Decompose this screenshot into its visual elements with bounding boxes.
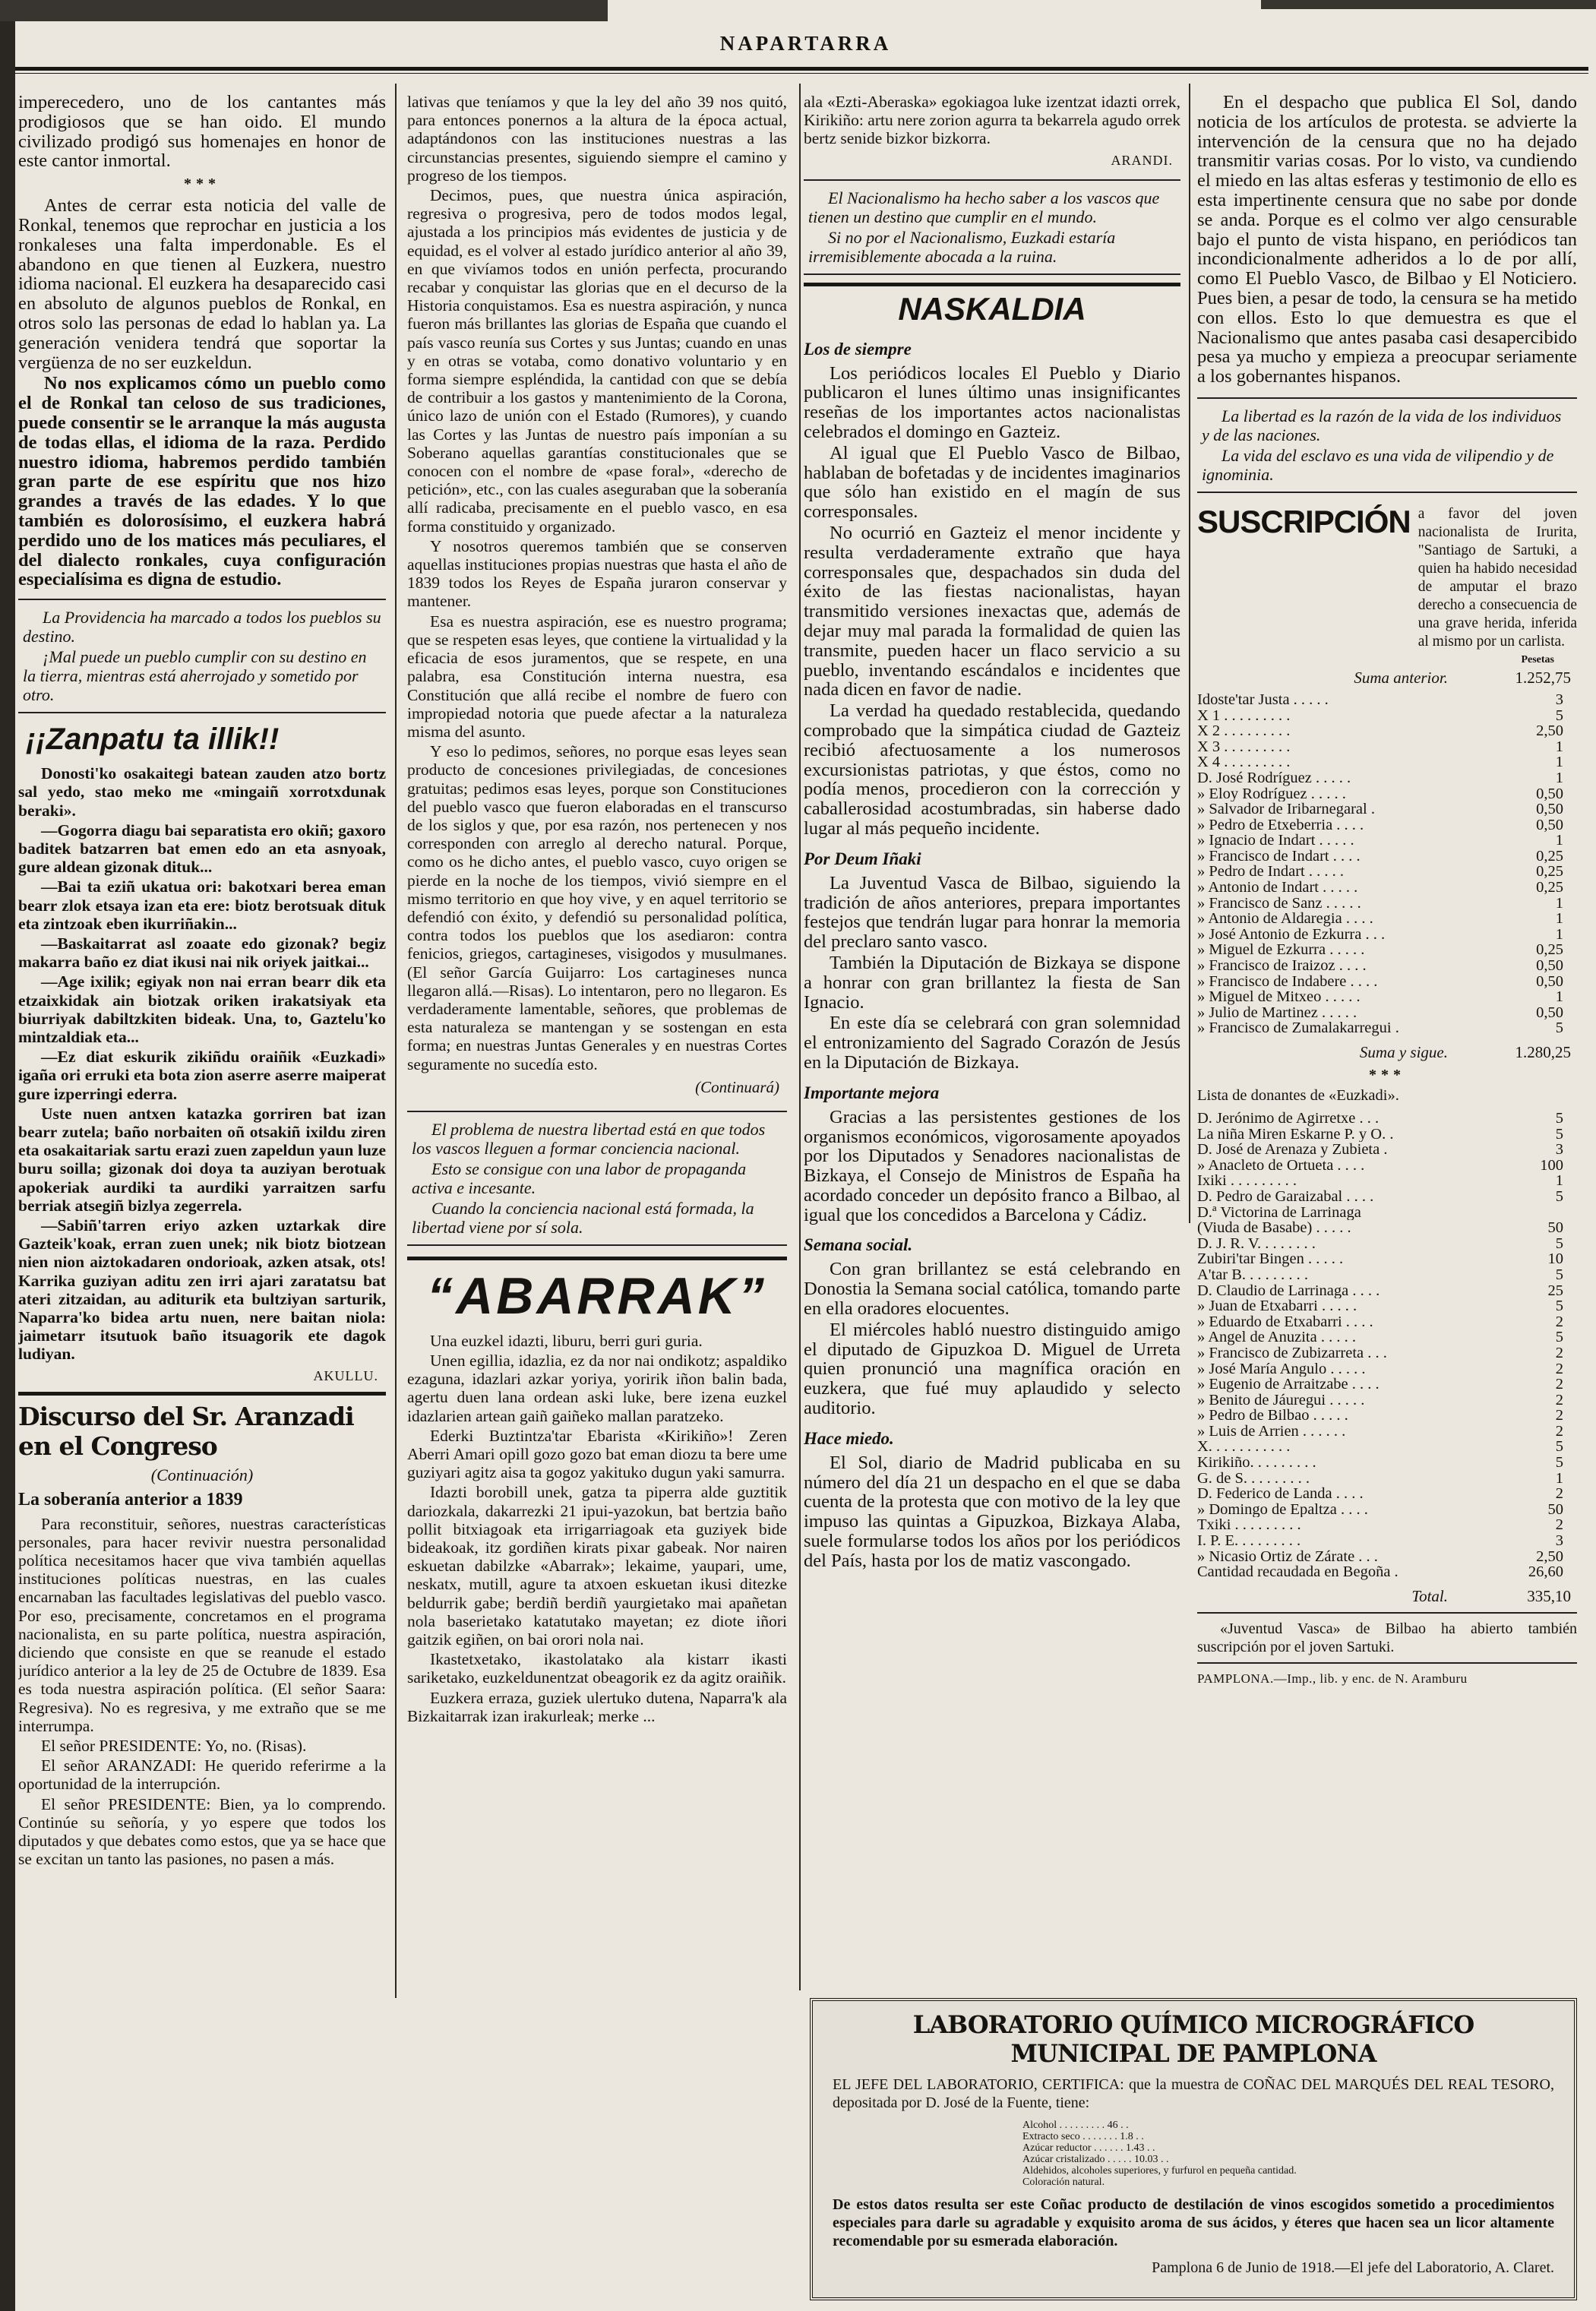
section-rule — [407, 1257, 787, 1260]
quote-text: La vida del esclavo es una vida de vilipendio y de ignominia. — [1202, 445, 1554, 484]
donor-name: » Pedro de Indart . . . . . — [1197, 864, 1344, 880]
news-heading: Semana social. — [804, 1235, 913, 1255]
donor-name: » Salvador de Iribarnegaral . — [1197, 801, 1375, 817]
ad-analysis-row: Aldehidos, alcoholes superiores, y furfurol en pequeña cantidad. — [1022, 2165, 1297, 2177]
article-paragraph: El señor PRESIDENTE: Yo, no. (Risas). — [41, 1737, 307, 1756]
masthead: NAPARTARRA — [719, 32, 892, 55]
donor-amount: 0,50 — [1536, 972, 1563, 990]
donor-row — [1197, 1486, 1577, 1502]
article-title: “ABARRAK” — [427, 1266, 767, 1325]
ad-conclusion: De estos datos resulta ser este Coñac producto de destilación de vinos escogidos sometido a procedimientos especiales para darle su agradable y exquisito aroma de sus ácidos, y éteres que hacen sea un licor altamente recomendable por su esmerada elaboración. — [833, 2196, 1554, 2249]
donor-row — [1197, 1471, 1577, 1487]
article-paragraph: Idazti borobill unek, gatza ta piperra alde guztitik dariozkala, dakarrezki 21 ipui-yazokun, bat bertzia baño pollit bitxiagoak eta irrigarriagoak eta guziyek bide bideakoak, itz gordiñen kirats pixar gabeak. Nor nairen eskuetan dabilzke «Abarrak»; lekaime, yaupari, ume, neskatx, mutill, agure ta atxoen eskuetan ikusi ditezke beldurrik gabe; berdiñ berdiñ yaurgietako mai apañetan nola baserietako katatutako mayetan; ez diote iñori gaitzik egiñen, on bai orori nola nai. — [407, 1483, 787, 1649]
donor-list-sartuki — [1197, 692, 1577, 1036]
donor-amount: 0,25 — [1536, 863, 1563, 880]
news-heading: Hace miedo. — [804, 1428, 894, 1448]
donor-amount: 5 — [1555, 1454, 1563, 1472]
donor-name: » Eduardo de Etxabarri . . . . — [1197, 1314, 1373, 1330]
article-paragraph: Unen egillia, idazlia, ez da nor nai ondikotz; aspaldiko ezaguna, idazlari azkar yoriya, yoririk iñon balin bada, agertu duen lana ordean aski luke, bere izena euzkel idazlarien artean gaiñ gaiñeko mallan paratzeko. — [407, 1351, 787, 1425]
donor-row — [1197, 1283, 1577, 1299]
donor-name: » Luis de Arrien . . . . . . — [1197, 1423, 1346, 1440]
section-rule — [804, 283, 1180, 286]
donor-name: » Juan de Etxabarri . . . . . — [1197, 1298, 1357, 1314]
article-paragraph: —Gogorra diagu bai separatista ero okiñ; gaxoro baditek batzarren bat emen edo an eta asnyoak, gure aldean gizonak dituk... — [18, 820, 386, 877]
laboratory-advertisement — [810, 1998, 1577, 2300]
column-2 — [407, 93, 787, 2303]
carried-sum-label: Suma y sigue. — [1359, 1043, 1448, 1062]
donor-amount: 1 — [1555, 754, 1563, 771]
article-signature: ARANDI. — [1111, 152, 1173, 168]
subscription-header — [1197, 505, 1577, 651]
column-divider-2 — [799, 84, 801, 1990]
col2-paragraph: Esa es nuestra aspiración, ese es nuestro programa; que se respeten esas leyes, que contiene la virtualidad y la eficacia de esos juramentos, que se respete, en una palabra, esa Constitución interna nuestra, esa Constitución que allá recibe el nombre de fuero con impropiedad notoria que puede afectar a la naturaleza misma del asunto. — [407, 612, 787, 741]
donor-name: D.ª Victorina de Larrinaga — [1197, 1204, 1361, 1221]
carried-sum-row — [1197, 1042, 1577, 1062]
column-1 — [18, 93, 386, 2303]
quote-text: La Providencia ha marcado a todos los pueblos su destino. — [23, 608, 381, 647]
ad-date-signature: Pamplona 6 de Junio de 1918.—El jefe del Laboratorio, A. Claret. — [1152, 2259, 1554, 2276]
donor-amount: 1 — [1555, 894, 1563, 912]
col2-paragraph: Decimos, pues, que nuestra única aspiración, regresiva o progresiva, pero de todos modos legal, ajustada a los principios más evidentes de justicia y de equidad, es el volver al estado jurídico anterior al año 39, en que vivíamos todos en unión perfecta, procurando recabar y conquistar las glorias que en el decurso de la Historia conquistamos. Esa es nuestra aspiración, y nunca fueron más brillantes las glorias de España que cuando el país vasco reunía sus Cortes y sus Juntas; cuando en unas y en otras se votaba, como donativo voluntario y en forma siempre espléndida, la cantidad con que se debía de contribuir a los gastos y mantenimiento de la Corona, único lazo de unión con el Estado (Rumores), y cuando las Cortes y las Juntas de nuestro país imponían a su Soberano aquellas garantías constitucionales que se conocen con el nombre de «pase foral», «derecho de petición», etc., con las cuales aseguraban que la soberanía allí radicaba, precisamente en el pueblo vasco, en esa forma constituido y organizado. — [407, 186, 787, 536]
donor-row — [1197, 1267, 1577, 1283]
quote-box — [1197, 397, 1577, 493]
scan-edge-shadow — [0, 0, 15, 2311]
donor-name: » Francisco de Sanz . . . . . — [1197, 895, 1361, 912]
donor-amount: 5 — [1555, 1020, 1563, 1037]
donor-name: » Francisco de Zubizarreta . . . — [1197, 1345, 1387, 1361]
donor-amount: 0,50 — [1536, 957, 1563, 975]
donor-amount: 5 — [1555, 1266, 1563, 1283]
article-paragraph: —Baskaitarrat asl zoaate edo gizonak? begiz makarra baño ez diat ikusi nai nik oriyek jaitkai... — [18, 934, 386, 972]
donor-amount: 2 — [1555, 1360, 1563, 1377]
column-divider-3 — [1189, 84, 1190, 1223]
article-paragraph: Donosti'ko osakaitegi batean zauden atzo bortz sal yedo, stao meko me «mingaiñ xorrotxdunak beraki». — [18, 764, 386, 820]
donor-row — [1197, 1329, 1577, 1345]
ad-title: LABORATORIO QUÍMICO MICROGRÁFICO MUNICIPAL DE PAMPLONA — [912, 2010, 1474, 2068]
donor-name: » Francisco de Zumalakarregui . — [1197, 1020, 1399, 1037]
col2-paragraph: Y eso lo pedimos, señores, no porque esas leyes sean producto de concesiones privilegiadas, de concesiones gratuitas; pedimos esas leyes, porque son Constituciones del pueblo vasco que fueron elaboradas en el transcurso de los siglos y que, por esa razón, nos pertenecen y nos corresponden con arreglo al derecho natural. Porque, como os he dicho antes, el pueblo vasco, cuyo origen se pierde en la noche de los tiempos, vivió siempre en el mismo territorio en que hoy vive, y en aquel territorio se defendió con éxito, y defendió su personalidad política, contra todos los pueblos que los asediaron: contra fenicios, griegos, cartagineses, visigodos y musulmanes. (El señor García Guijarro: Los cartagineses nunca llegaron allá.—Risas). Lo intentaron, pero no llegaron. Es verdaderamente lamentable, señores, que problemas de esta naturaleza se mantengan y se sostengan en esta forma; en nuestras Juntas Generales y en nuestras Cortes seguramente no sucedía esto. — [407, 742, 787, 1073]
news-paragraph: Con gran brillantez se está celebrando en Donostia la Semana social católica, tomando parte en ella oradores elocuentes. — [804, 1259, 1180, 1320]
donor-amount: 5 — [1555, 1235, 1563, 1252]
donor-amount: 1 — [1555, 769, 1563, 786]
quote-text: ¡Mal puede un pueblo cumplir con su destino en la tierra, mientras está aherrojado y sometido por otro. — [23, 647, 367, 705]
donor-name: X. . . . . . . . . . . — [1197, 1439, 1291, 1456]
col4-paragraph: En el despacho que publica El Sol, dando noticia de los artículos de protesta. se advierte la intervención de la censura que no ha dejado transmitir varias cosas. Por lo visto, va cundiendo el miedo en las altas esferas y testimonio de ello es esta impertinente censura que no sabe por donde se anda. Porque es el colmo ver algo censurable bajo el punto de vista hispano, en periódicos tan incondicionalmente adheridos a lo de por allí, como El Pueblo Vasco, de Bilbao y El Noticiero. Pues bien, a pesar de todo, la censura se ha metido con ellos. Esto lo que demuestra es que el Nacionalismo que antes pasaba casi desapercibido pesa ya mucho y empieza a preocupar seriamente a los gobernantes hispanos. — [1197, 93, 1577, 387]
donor-row — [1197, 1173, 1577, 1189]
subscription-title: SUSCRIPCIÓN — [1197, 503, 1411, 539]
donor-amount: 3 — [1555, 1141, 1563, 1159]
donor-row — [1197, 1158, 1577, 1174]
donor-row — [1197, 989, 1577, 1005]
donor-row — [1197, 849, 1577, 865]
total-row — [1197, 1586, 1577, 1606]
donor-name: » José Antonio de Ezkurra . . . — [1197, 926, 1386, 943]
news-paragraph: El miércoles habló nuestro distinguido amigo el diputado de Gipuzkoa D. Miguel de Urreta quien pronunció una magnífica oración en euzkera, que fué muy aplaudido y selecto auditorio. — [804, 1319, 1180, 1419]
continued-note: (Continuará) — [695, 1077, 779, 1096]
section-separator: *** — [1369, 1067, 1405, 1084]
donor-amount: 5 — [1555, 1125, 1563, 1143]
donor-row — [1197, 864, 1577, 880]
donor-name: D. José de Arenaza y Zubieta . — [1197, 1142, 1388, 1158]
column-3 — [804, 93, 1180, 1984]
donor-name: » Pedro de Bilbao . . . . . — [1197, 1408, 1348, 1424]
donor-name: La niña Miren Eskarne P. y O. . — [1197, 1126, 1394, 1143]
donor-amount: 2,50 — [1536, 722, 1563, 740]
donor-row — [1197, 1455, 1577, 1471]
donor-amount: 5 — [1555, 1438, 1563, 1456]
article-paragraph: Uste nuen antxen katazka gorriren bat izan bearr zutela; baño norbaiten oñ otsakiñ ixildu ziren eta osakaitariak sartu erazi zuen zapeldun yaun luze buru soilla; gizonak doi doya ta auziyan berotuak apokeriak aurdiki ta aurdiki yarraitzen sarfu berriak atsegiñ bizlya zegerrela. — [18, 1104, 386, 1215]
donor-row — [1197, 1549, 1577, 1565]
quote-box — [407, 1111, 787, 1246]
news-paragraph: Gracias a las persistentes gestiones de los organismos económicos, vigorosamente apoyados por los Diputados y Senadores nacionalistas de Bizkaya, el Consejo de Ministros de España ha acordado conceder un depósito franco a Bilbao, al igual que los concedidos a Barcelona y Cádiz. — [804, 1106, 1180, 1225]
col1-paragraph: No nos explicamos cómo un pueblo como el de Ronkal tan celoso de sus tradiciones, puede consentir se le arranque la más augusta de todas ellas, el idioma de la raza. Perdido nuestro idioma, habremos perdido también gran parte de ese espíritu que nos hizo grandes a través de las edades. Y lo que también es dolorosísimo, el euzkera habrá perdido uno de los matices más peculiares, el del dialecto ronkales, cuya configuración especialísima es digna de estudio. — [18, 373, 386, 590]
quote-text: El Nacionalismo ha hecho saber a los vascos que tienen un destino que cumplir en el mundo. — [808, 188, 1160, 226]
news-paragraph: Al igual que El Pueblo Vasco de Bilbao, hablaban de bofetadas y de incidentes imaginarios que sólo han existido en el magín de sus corresponsales. — [804, 442, 1180, 523]
donor-row — [1197, 1439, 1577, 1455]
total-label: Total. — [1411, 1586, 1448, 1605]
section-rule — [18, 1392, 386, 1396]
donor-amount: 0,50 — [1536, 785, 1563, 802]
quote-text: Cuando la conciencia nacional está formada, la libertad viene por sí sola. — [412, 1198, 754, 1237]
article-paragraph: Para reconstituir, señores, nuestras características personales, para hacer revivir nuestra personalidad política necesitamos hacer que viva también aquellas instituciones políticas nuestras, en las cuales encarnaban las facultades legislativas del pueblo vasco. Por eso, precisamente, concretamos en el programa nacionalista, en su parte política, nuestra aspiración, diciendo que consiste en que se reanude el estado jurídico anterior a la ley de 25 de Octubre de 1839. Esa es toda nuestra aspiración política. (El señor Saara: Regresiva). No es regresiva, y me extraño que se me interrumpa. — [18, 1514, 386, 1735]
donor-amount: 5 — [1555, 1329, 1563, 1346]
column-divider-1 — [395, 84, 397, 1998]
donor-amount: 5 — [1555, 1110, 1563, 1127]
donor-amount: 1 — [1555, 832, 1563, 849]
news-heading: Importante mejora — [804, 1083, 940, 1102]
donor-amount: 3 — [1555, 1532, 1563, 1550]
donor-name: » Miguel de Ezkurra . . . . . — [1197, 942, 1365, 959]
donor-name: » Antonio de Aldaregia . . . . — [1197, 911, 1373, 927]
news-paragraph: El Sol, diario de Madrid publicaba en su número del día 21 un despacho en el que se daba cuenta de la protesta que con motivo de la ley que impuso las quintas a Gipuzkoa, Bizkaya Alaba, suele formularse todos los años por los periódicos del País, hasta por los de matiz vascongado. — [804, 1452, 1180, 1571]
donor-amount: 2,50 — [1536, 1548, 1563, 1565]
donor-row — [1197, 1424, 1577, 1440]
donor-row — [1197, 942, 1577, 958]
donor-name: » José María Angulo . . . . . — [1197, 1361, 1366, 1377]
article-paragraph: —Age ixilik; egiyak non nai erran bearr dik eta etzaixkidak ain biotzak oriken irakatsiyak eta biurriyak dabiltzkiten bideak. Una, to, Gaztelu'ko mintzaldiak eta... — [18, 972, 386, 1046]
donor-row — [1197, 1005, 1577, 1021]
donor-row — [1197, 1408, 1577, 1424]
donor-amount: 1 — [1555, 925, 1563, 943]
donor-row — [1197, 833, 1577, 849]
donor-amount: 2 — [1555, 1485, 1563, 1503]
donor-name: D. Jerónimo de Agirretxe . . . — [1197, 1111, 1380, 1127]
donor-name: D. J. R. V. . . . . . . . — [1197, 1235, 1316, 1252]
quote-text: Esto se consigue con una labor de propaganda activa e incesante. — [412, 1159, 747, 1197]
donor-name: X 3 . . . . . . . . . — [1197, 738, 1291, 755]
donor-name: » Anacleto de Ortueta . . . . — [1197, 1157, 1365, 1174]
donor-amount: 0,25 — [1536, 941, 1563, 959]
article-paragraph: Euzkera erraza, guziek ulertuko dutena, Naparra'k ala Bizkaitarrak izan irakurleak; merke ... — [407, 1688, 787, 1725]
donor-amount: 5 — [1555, 1187, 1563, 1205]
donor-amount: 0,50 — [1536, 1004, 1563, 1021]
article-signature: AKULLU. — [313, 1367, 378, 1383]
donor-name: Txiki . . . . . . . . . — [1197, 1517, 1301, 1534]
donor-name: D. Federico de Landa . . . . — [1197, 1486, 1364, 1502]
donor-name: X 2 . . . . . . . . . — [1197, 723, 1291, 739]
section-title: NASKALDIA — [898, 290, 1086, 327]
donor-name: Ixiki . . . . . . . . . — [1197, 1173, 1297, 1189]
donor-row — [1197, 1533, 1577, 1549]
previous-sum-row — [1197, 668, 1577, 688]
ad-analysis-row: Azúcar reductor . . . . . . 1.43 . . — [1022, 2142, 1155, 2154]
masthead-rule — [15, 67, 1588, 74]
news-paragraph: La verdad ha quedado restablecida, quedando comprobado que la simpática ciudad de Gazteiz recibió afectuosamente a los numerosos excursionistas patriotas, y que éstos, como no podía menos, procedieron con la corrección y caballerosidad acostumbradas, sin haberse dado lugar al más pequeño incidente. — [804, 700, 1180, 839]
article-paragraph: Ikastetxetako, ikastolatako ala kistarr ikasti sariketako, euzkeldunentzat obeagorik ez da agitz oraiñik. — [407, 1650, 787, 1687]
donor-amount: 1 — [1555, 988, 1563, 1006]
donor-name: Cantidad recaudada en Begoña . — [1197, 1564, 1398, 1580]
donor-name: » Eugenio de Arraitzabe . . . . — [1197, 1377, 1380, 1393]
donor-amount: 2 — [1555, 1422, 1563, 1440]
donor-row — [1197, 1377, 1577, 1393]
donor-row — [1197, 896, 1577, 912]
donor-row — [1197, 708, 1577, 724]
ad-analysis-row: Alcohol . . . . . . . . . 46 . . — [1022, 2120, 1129, 2131]
donor-amount: 26,60 — [1528, 1563, 1563, 1581]
quote-text: El problema de nuestra libertad está en que todos los vascos lleguen a formar conciencia nacional. — [412, 1119, 766, 1158]
donor-row — [1197, 974, 1577, 990]
donor-row — [1197, 1361, 1577, 1377]
donor-amount: 1 — [1555, 910, 1563, 928]
subscription-note: «Juventud Vasca» de Bilbao ha abierto también suscripción por el joven Sartuki. — [1197, 1620, 1577, 1656]
column-4 — [1197, 93, 1577, 1992]
donor-row — [1197, 723, 1577, 739]
donor-row — [1197, 1345, 1577, 1361]
donor-row — [1197, 1517, 1577, 1533]
donor-amount: 0,25 — [1536, 879, 1563, 896]
donor-name: X 4 . . . . . . . . . — [1197, 754, 1291, 770]
donor-amount: 2 — [1555, 1391, 1563, 1408]
news-paragraph: No ocurrió en Gazteiz el menor incidente y resulta verdaderamente extraño que haya corresponsales que, despachados sin duda del éxito de las fiestas nacionalistas, hayan transmitido versiones inexactas que, además de dejar muy mal parada la formalidad de quien las transmite, pueden hacer un flaco servicio a su pueblo, inventando escándalos e incidentes que nada dicen en favor de nadie. — [804, 522, 1180, 700]
donor-amount: 0,50 — [1536, 801, 1563, 818]
donor-name: Kirikiño. . . . . . . . . — [1197, 1455, 1316, 1471]
donor-name: G. de S. . . . . . . . . — [1197, 1470, 1310, 1487]
col2-paragraph: Y nosotros queremos también que se conserven aquellas instituciones propias nuestras que hasta el año de 1839 todos los Reyes de España juraron conservar y mantener. — [407, 536, 787, 611]
pesetas-label: Pesetas — [1521, 653, 1554, 665]
donor-row — [1197, 880, 1577, 896]
ad-analysis-row: Extracto seco . . . . . . . 1.8 . . — [1022, 2131, 1144, 2142]
donor-amount: 100 — [1540, 1156, 1563, 1174]
donor-name: » Eloy Rodríguez . . . . . — [1197, 786, 1346, 802]
article-paragraph: —Bai ta eziñ ukatua ori: bakotxari berea eman bearr zlok etsaya izan eta ere: biotz berotsuak dituk eta zintzoak eben ikurriñakin... — [18, 877, 386, 933]
donor-name: (Viuda de Basabe) . . . . . — [1197, 1220, 1351, 1236]
donor-list-euzkadi — [1197, 1111, 1577, 1580]
donor-name: » Julio de Martinez . . . . . — [1197, 1004, 1357, 1021]
article-paragraph: —Ez diat eskurik zikiñdu oraiñik «Euzkadi» igaña ori erruki eta bota zion aserre aserre maiperat gure izperringi ederra. — [18, 1048, 386, 1103]
donor-row — [1197, 739, 1577, 755]
donor-row — [1197, 1502, 1577, 1518]
donor-amount: 2 — [1555, 1516, 1563, 1534]
donor-row — [1197, 1298, 1577, 1314]
donor-name: A'tar B. . . . . . . . . — [1197, 1266, 1309, 1283]
donor-row — [1197, 1236, 1577, 1252]
news-paragraph: Los periódicos locales El Pueblo y Diario publicaron el lunes último unas insignificantes reseñas de los importantes actos nacionalistas celebrados el domingo en Gazteiz. — [804, 362, 1180, 442]
subscription-description: a favor del joven nacionalista de Irurita, "Santiago de Sartuki, a quien ha habido necesidad de amputar el brazo derecho a consecuencia de una grave herida, inferida al mismo por un carlista. — [1417, 505, 1577, 650]
article-paragraph: —Sabiñ'tarren eriyo azken uztarkak dire Gazteik'koak, erran zuen unek; nik biotz biotzean nien nion aiztokadaren ondorioak, azken atsak, ots! Karrika guziyan aditu zen irri ajari zaratatsu bat ateri zitzaidan, au aditurik eta bultziyan sarturik, Naparra'ko bidea artu nuen, nere baitan niola: jaimetarr itsutuok baño itsuagorik ete dagok ludiyan. — [18, 1216, 386, 1364]
donor-amount: 3 — [1555, 691, 1563, 708]
donor-name: » Antonio de Indart . . . . . — [1197, 880, 1358, 896]
donor-name: » Pedro de Etxeberria . . . . — [1197, 817, 1364, 833]
donor-row — [1197, 817, 1577, 833]
donor-amount: 5 — [1555, 707, 1563, 724]
news-heading: Por Deum Iñaki — [804, 849, 921, 868]
previous-sum-value: 1.252,75 — [1515, 668, 1571, 687]
donor-amount: 1 — [1555, 1172, 1563, 1190]
donor-list-title: Lista de donantes de «Euzkadi». — [1197, 1087, 1399, 1105]
donor-amount: 2 — [1555, 1407, 1563, 1424]
donor-name: » Francisco de Indabere . . . . — [1197, 973, 1378, 990]
donor-row — [1197, 927, 1577, 943]
col1-paragraph: imperecedero, uno de los cantantes más prodigiosos que se han oido. El mundo civilizado prodigó sus homenajes en honor de este cantor inmortal. — [18, 93, 386, 172]
donor-amount: 1 — [1555, 1469, 1563, 1487]
donor-row — [1197, 1111, 1577, 1127]
article-subtitle: La soberanía anterior a 1839 — [18, 1489, 243, 1510]
quote-box — [804, 179, 1180, 275]
donor-name: » Benito de Jáuregui . . . . . — [1197, 1392, 1365, 1408]
donor-name: I. P. E. . . . . . . . . — [1197, 1533, 1301, 1549]
donor-row — [1197, 786, 1577, 802]
donor-row — [1197, 754, 1577, 770]
col3-paragraph: ala «Ezti-Aberaska» egokiagoa luke izentzat idazti orrek, Kirikiño: artu nere zorion agurra ta bekarrela agudo orrek bertz senide bizkor bizkorra. — [804, 93, 1180, 148]
donor-row — [1197, 1189, 1577, 1205]
donor-name: » Domingo de Epaltza . . . . — [1197, 1501, 1368, 1518]
section-separator: *** — [184, 175, 220, 193]
article-continuation: (Continuación) — [150, 1465, 254, 1484]
donor-row — [1197, 1220, 1577, 1236]
news-paragraph: También la Diputación de Bizkaya se dispone a honrar con gran brillantez la fiesta de San Ignacio. — [804, 952, 1180, 1013]
donor-amount: 2 — [1555, 1376, 1563, 1393]
donor-amount — [1507, 1205, 1577, 1221]
donor-name: Zubiri'tar Bingen . . . . . — [1197, 1251, 1344, 1267]
donor-row — [1197, 770, 1577, 786]
news-paragraph: La Juventud Vasca de Bilbao, siguiendo la tradición de años anteriores, prepara importantes festejos que tendrán lugar para honrar la memoria del preclaro santo vasco. — [804, 872, 1180, 953]
donor-name: » Francisco de Iraizoz . . . . — [1197, 958, 1367, 974]
donor-amount: 2 — [1555, 1344, 1563, 1361]
donor-row — [1197, 692, 1577, 708]
donor-name: D. Claudio de Larrinaga . . . . — [1197, 1282, 1380, 1299]
donor-name: » Angel de Anuzita . . . . . — [1197, 1329, 1356, 1345]
donor-amount: 2 — [1555, 1313, 1563, 1330]
donor-amount: 50 — [1547, 1500, 1563, 1518]
donor-name: Idoste'tar Justa . . . . . — [1197, 691, 1329, 708]
total-value: 335,10 — [1527, 1586, 1571, 1605]
donor-row — [1197, 1020, 1577, 1036]
news-paragraph: En este día se celebrará con gran solemnidad el entronizamiento del Sagrado Corazón de Jesús en la Diputación de Bizkaya. — [804, 1013, 1180, 1073]
donor-name: D. Pedro de Garaizabal . . . . — [1197, 1188, 1374, 1205]
donor-name: X 1 . . . . . . . . . — [1197, 707, 1291, 724]
donor-amount: 0,50 — [1536, 816, 1563, 833]
donor-name: » Ignacio de Indart . . . . . — [1197, 833, 1354, 849]
article-paragraph: Ederki Buztintza'tar Ebarista «Kirikiño»! Zeren Aberri Amari opill gozo gozo bat eman diozu ta bere ume guziyari agitz aisa ta gogoz yakituko dugun yaki samurra. — [407, 1426, 787, 1482]
donor-row — [1197, 1127, 1577, 1143]
col1-paragraph: Antes de cerrar esta noticia del valle de Ronkal, tenemos que reprochar en justicia a los ronkaleses una falta imperdonable. Es el abandono en que tienen al Euzkera, nuestro idioma nacional. El euzkera ha desaparecido casi en absoluto de algunos pueblos de Ronkal, en otros solo las personas de edad lo hablan ya. La generación venidera tendrá que soportar la vergüenza de no ser euzkeldun. — [18, 195, 386, 373]
ad-body: EL JEFE DEL LABORATORIO, CERTIFICA: que la muestra de COÑAC DEL MARQUÉS DEL REAL TESORO, depositada por D. José de la Fuente, tiene: — [833, 2076, 1554, 2111]
donor-row — [1197, 1251, 1577, 1267]
quote-text: Si no por el Nacionalismo, Euzkadi estaría irremisiblemente abocada a la ruina. — [808, 227, 1116, 266]
article-paragraph: Una euzkel idazti, liburu, berri guri guria. — [430, 1331, 703, 1350]
ad-analysis-rows — [1022, 2120, 1554, 2188]
donor-row — [1197, 801, 1577, 817]
donor-row — [1197, 911, 1577, 927]
donor-row — [1197, 1393, 1577, 1408]
donor-row — [1197, 1142, 1577, 1158]
donor-amount: 10 — [1547, 1250, 1563, 1268]
news-heading: Los de siempre — [804, 339, 912, 359]
donor-amount: 1 — [1555, 738, 1563, 755]
donor-name: » Francisco de Indart . . . . — [1197, 848, 1361, 865]
ad-analysis-row: Azúcar cristalizado . . . . . 10.03 . . — [1022, 2154, 1169, 2165]
donor-amount: 50 — [1547, 1219, 1563, 1237]
scan-top-band — [0, 0, 608, 21]
donor-row — [1197, 1564, 1577, 1580]
donor-amount: 0,25 — [1536, 847, 1563, 865]
printer-imprint: PAMPLONA.—Imp., lib. y enc. de N. Aramburu — [1197, 1671, 1468, 1687]
donor-row — [1197, 1205, 1577, 1221]
donor-row — [1197, 958, 1577, 974]
article-paragraph: El señor ARANZADI: He querido referirme a la oportunidad de la interrupción. — [18, 1756, 386, 1794]
quote-text: La libertad es la razón de la vida de los individuos y de las naciones. — [1202, 406, 1562, 444]
donor-amount: 25 — [1547, 1282, 1563, 1299]
donor-row — [1197, 1314, 1577, 1330]
donor-name: » Miguel de Mitxeo . . . . . — [1197, 989, 1361, 1005]
donor-name: D. José Rodríguez . . . . . — [1197, 770, 1351, 786]
col2-paragraph: lativas que teníamos y que la ley del año 39 nos quitó, para entonces ponernos a la altura de la época actual, adaptándonos con las instituciones nuestras a las circunstancias presentes, siguiendo siempre el camino y progreso de los tiempos. — [407, 93, 787, 185]
scan-top-band-right — [1261, 0, 1596, 9]
article-paragraph: El señor PRESIDENTE: Bien, ya lo comprendo. Continúe su señoría, y yo espere que todos los diputados y que debates como estos, que ya se hace que se excitan un tanto las pasiones, no pasen a más. — [18, 1794, 386, 1869]
donor-name: » Nicasio Ortiz de Zárate . . . — [1197, 1548, 1378, 1565]
article-title: ¡¡Zanpatu ta illik!! — [26, 722, 280, 757]
donor-amount: 5 — [1555, 1298, 1563, 1315]
quote-box — [18, 599, 386, 713]
ad-analysis-row: Coloración natural. — [1022, 2177, 1105, 2188]
previous-sum-label: Suma anterior. — [1354, 668, 1448, 687]
article-title: Discurso del Sr. Aranzadi en el Congreso — [18, 1401, 354, 1461]
carried-sum-value: 1.280,25 — [1515, 1043, 1571, 1062]
